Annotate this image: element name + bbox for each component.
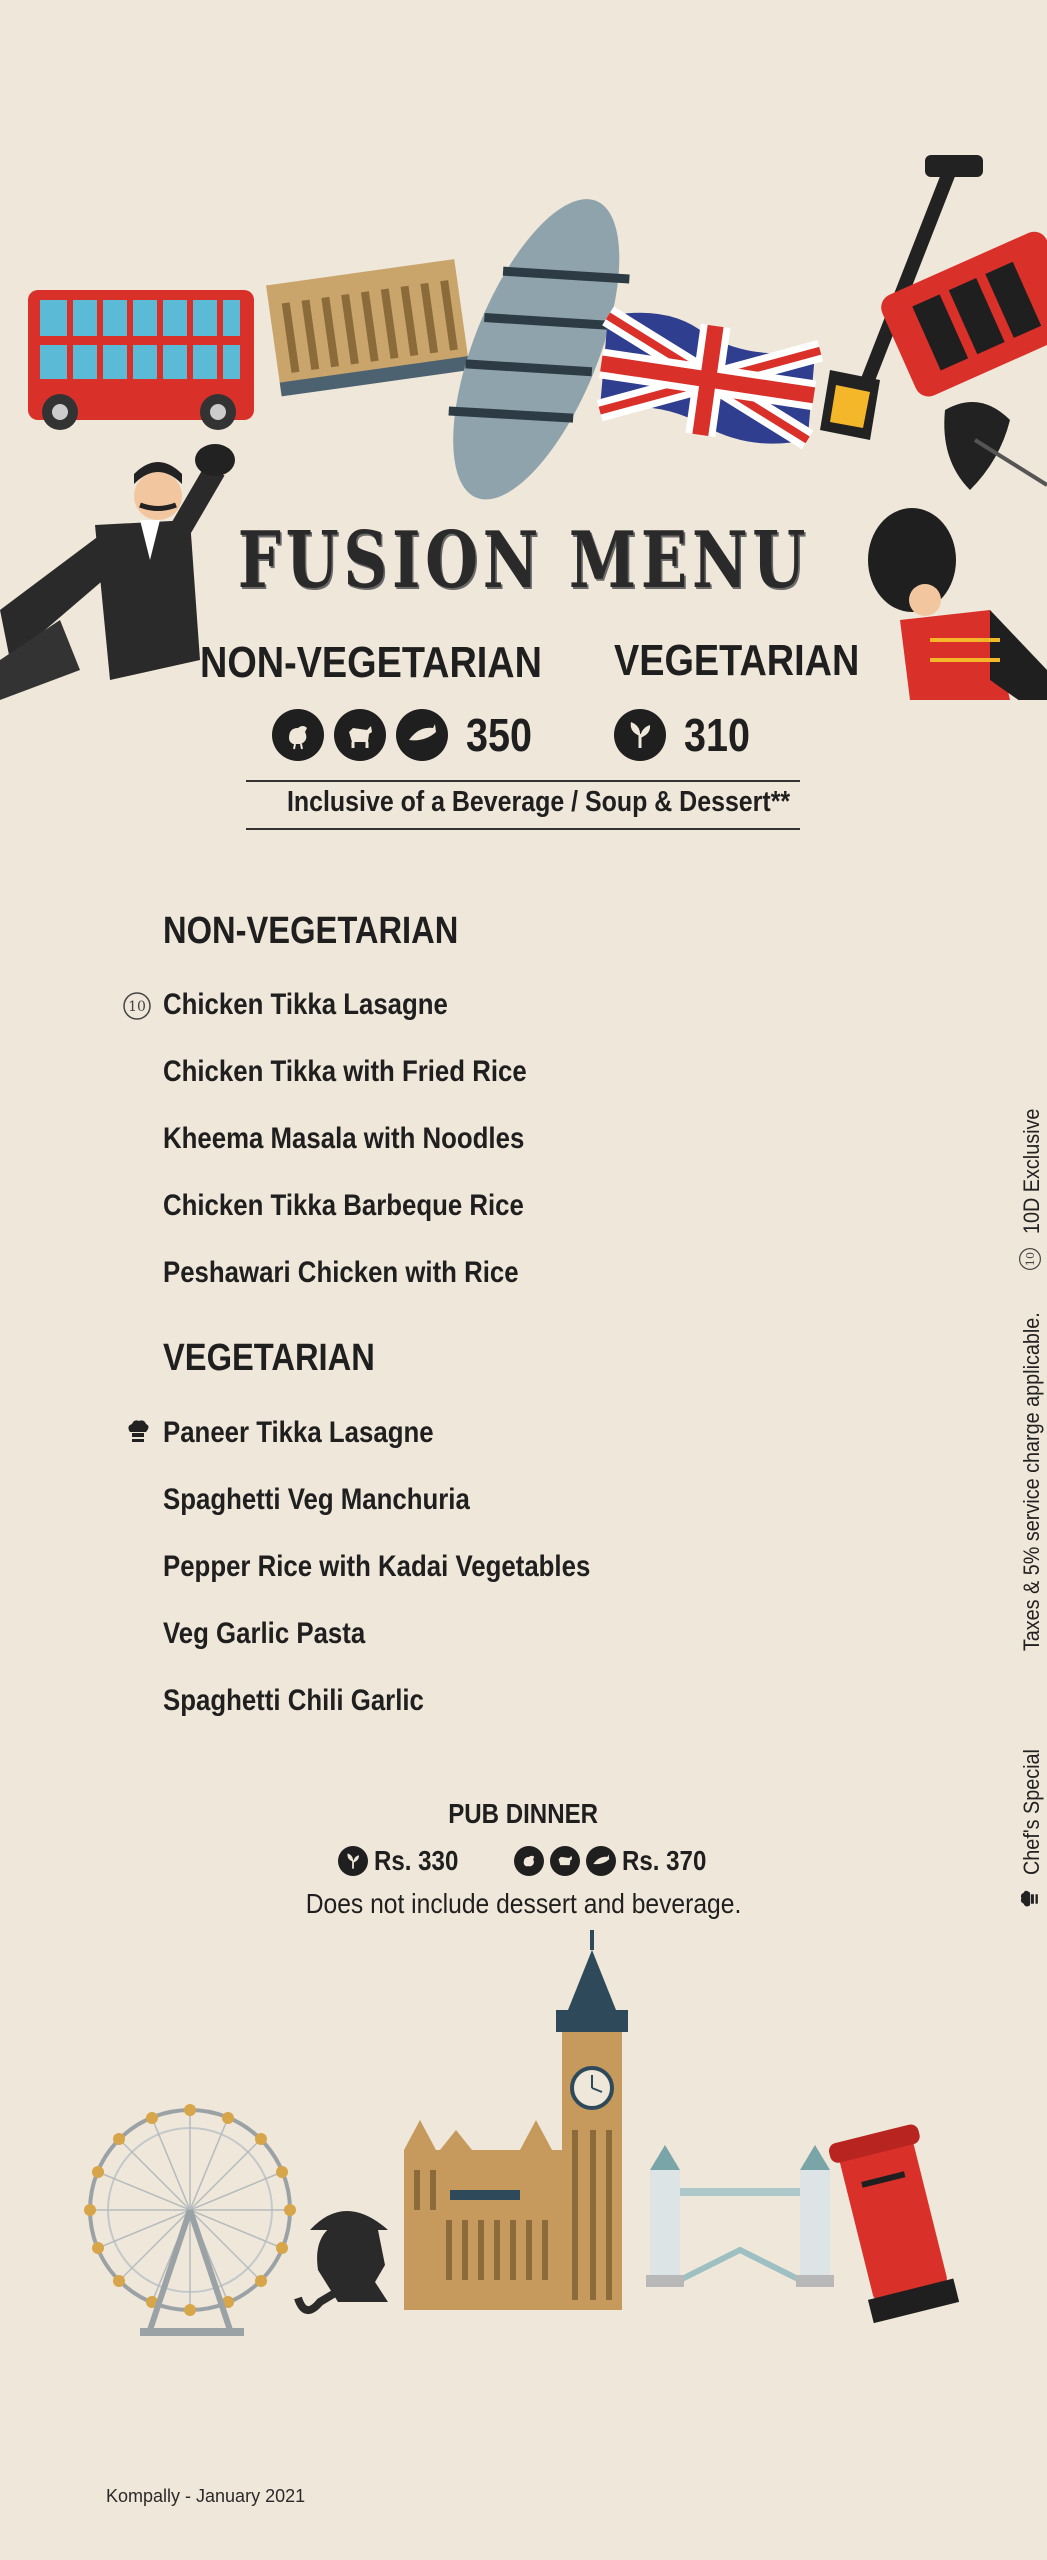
chicken-icon: [272, 709, 324, 761]
london-eye-icon: [84, 2104, 296, 2336]
union-jack-flag-icon: [593, 307, 822, 450]
nonveg-item-4: Chicken Tikka Barbeque Rice: [163, 1189, 524, 1222]
plan-veg-price: 310: [684, 709, 751, 761]
exclusive-10d-icon: [1018, 1247, 1047, 1271]
plan-inclusive-note: Inclusive of a Beverage / Soup & Dessert**: [286, 786, 791, 818]
post-box-icon: [827, 2123, 961, 2324]
plan-veg-label: VEGETARIAN: [614, 636, 860, 685]
nonveg-item-1: Chicken Tikka Lasagne: [163, 988, 448, 1021]
london-illustrations-top: [0, 140, 1047, 700]
side-note-taxes: Taxes & 5% service charge applicable.: [1018, 1311, 1044, 1651]
nonveg-item-2: Chicken Tikka with Fried Rice: [163, 1055, 527, 1088]
veg-item-5: Spaghetti Chili Garlic: [163, 1684, 424, 1717]
telephone-box-icon: [877, 227, 1047, 401]
nonveg-item-5: Peshawari Chicken with Rice: [163, 1256, 519, 1289]
big-ben-icon: [556, 1930, 628, 2310]
veg-item-2: Spaghetti Veg Manchuria: [163, 1483, 470, 1516]
umbrella-icon: [944, 402, 1047, 490]
veg-item-1: Paneer Tikka Lasagne: [163, 1416, 434, 1449]
exclusive-10d-icon: [122, 991, 152, 1026]
parliament-icon: [404, 2120, 564, 2310]
goat-icon: [550, 1846, 580, 1876]
section-veg-heading: VEGETARIAN: [163, 1337, 375, 1379]
pub-dinner-title: PUB DINNER: [448, 1798, 599, 1829]
nonveg-item-3: Kheema Masala with Noodles: [163, 1122, 525, 1155]
chef-hat-icon: [1019, 1888, 1047, 1910]
chicken-icon: [514, 1846, 544, 1876]
plan-veg-price-row: [614, 708, 761, 762]
plan-nonveg-price: 350: [466, 709, 533, 761]
pub-dinner-note: Does not include dessert and beverage.: [305, 1888, 742, 1919]
divider-bottom: [246, 828, 800, 830]
plan-nonveg-label: NON-VEGETARIAN: [200, 638, 542, 687]
side-note-chefs-special: Chef's Special: [1018, 1748, 1044, 1875]
leaf-icon: [338, 1846, 368, 1876]
side-note-exclusive: 10D Exclusive: [1018, 1108, 1044, 1234]
section-nonveg-heading: NON-VEGETARIAN: [163, 910, 459, 952]
leaf-icon: [614, 709, 666, 761]
fish-icon: [396, 709, 448, 761]
veg-item-4: Veg Garlic Pasta: [163, 1617, 366, 1650]
parliament-building-icon: [266, 259, 470, 396]
plan-nonveg-price-row: [272, 708, 543, 762]
fish-icon: [586, 1846, 616, 1876]
menu-title: FUSION MENU: [237, 515, 810, 606]
svg-text:10: 10: [1024, 1251, 1037, 1266]
svg-text:10: 10: [128, 999, 146, 1015]
pub-dinner-prices: [338, 1845, 720, 1877]
footer-location-date: Kompally - January 2021: [106, 2486, 306, 2506]
side-note: [1018, 1108, 1047, 1910]
goat-icon: [334, 709, 386, 761]
tower-bridge-icon: [646, 2145, 834, 2287]
sherlock-silhouette-icon: [298, 2211, 388, 2310]
chef-hat-icon: [124, 1418, 152, 1451]
divider-top: [246, 780, 800, 782]
double-decker-bus-icon: [28, 290, 254, 430]
veg-item-3: Pepper Rice with Kadai Vegetables: [163, 1550, 591, 1583]
pub-veg-price: Rs. 330: [374, 1845, 459, 1876]
london-illustrations-bottom: [0, 1930, 1047, 2350]
pub-nonveg-price: Rs. 370: [622, 1845, 707, 1876]
